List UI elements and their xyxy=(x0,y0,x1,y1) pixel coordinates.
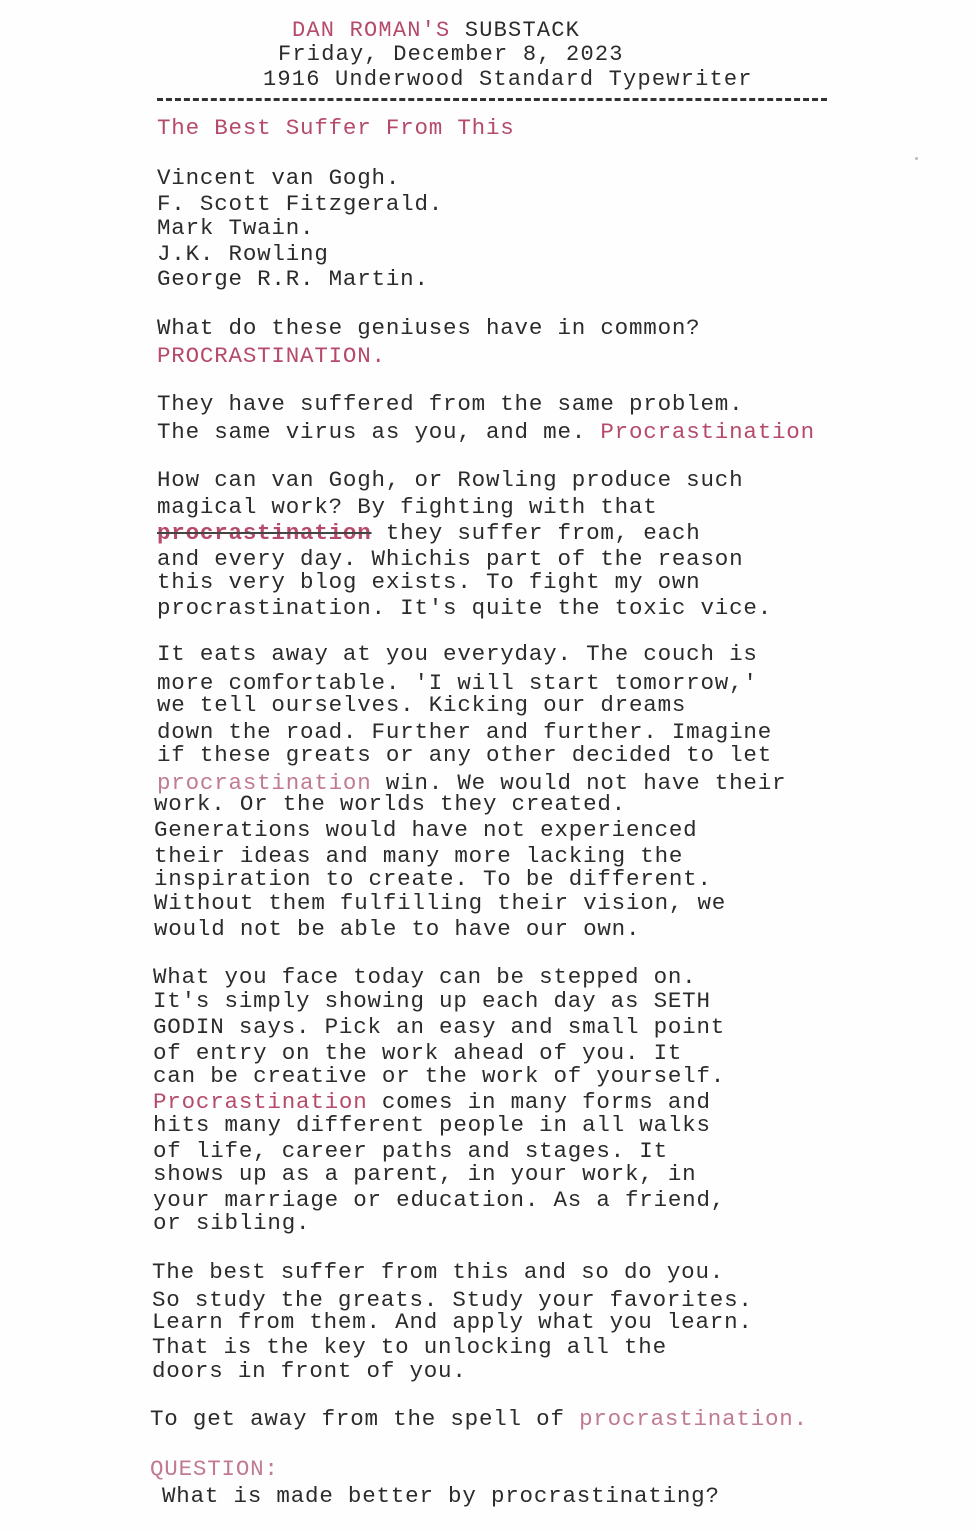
paragraph-line: your marriage or education. As a friend, xyxy=(153,1187,726,1213)
highlighted-word: Procrastination xyxy=(153,1089,368,1115)
post-date: Friday, December 8, 2023 xyxy=(278,42,624,67)
name-item: George R.R. Martin. xyxy=(157,266,429,292)
paragraph-line: That is the key to unlocking all the xyxy=(152,1334,667,1360)
paragraph-line: hits many different people in all walks xyxy=(153,1112,711,1138)
paragraph-line: magical work? By fighting with that xyxy=(157,494,658,520)
text-run: To get away from the spell of xyxy=(150,1406,580,1432)
highlighted-word: Procrastination xyxy=(600,419,815,445)
struck-word: procrastination xyxy=(157,520,372,546)
question-label: QUESTION: xyxy=(150,1456,279,1482)
paragraph-line: How can van Gogh, or Rowling produce such xyxy=(157,467,744,493)
paragraph-line: GODIN says. Pick an easy and small point xyxy=(153,1014,726,1040)
substack-name xyxy=(292,18,580,44)
paragraph-line: of life, career paths and stages. It xyxy=(153,1138,668,1164)
paragraph-line: this very blog exists. To fight my own xyxy=(157,569,701,595)
paragraph-line: can be creative or the work of yourself. xyxy=(153,1063,726,1089)
post-title: The Best Suffer From This xyxy=(157,115,515,141)
paragraph-line: shows up as a parent, in your work, in xyxy=(153,1161,697,1187)
paragraph-line: The best suffer from this and so do you. xyxy=(152,1259,725,1285)
paragraph-line xyxy=(157,419,815,445)
author-name: DAN ROMAN'S xyxy=(292,18,451,43)
closing-line xyxy=(150,1406,808,1432)
paragraph-line: down the road. Further and further. Imagine xyxy=(157,719,772,745)
text-run: win. We would not have their xyxy=(371,770,787,796)
highlighted-word: procrastination xyxy=(157,770,372,796)
name-item: Mark Twain. xyxy=(157,215,315,241)
paragraph-line: work. Or the worlds they created. xyxy=(154,791,626,817)
paragraph-line: They have suffered from the same problem. xyxy=(157,391,744,417)
paragraph-line: It eats away at you everyday. The couch is xyxy=(157,641,758,667)
paragraph-line: Generations would have not experienced xyxy=(154,817,698,843)
name-item: F. Scott Fitzgerald. xyxy=(157,191,444,217)
dashed-divider xyxy=(157,98,827,101)
paragraph-line: So study the greats. Study your favorites. xyxy=(152,1287,753,1313)
paragraph-line: Without them fulfilling their vision, we xyxy=(154,890,727,916)
paragraph-line: inspiration to create. To be different. xyxy=(154,866,712,892)
typewriter-model: 1916 Underwood Standard Typewriter xyxy=(263,67,753,92)
text-run: comes in many forms and xyxy=(367,1089,711,1115)
paragraph-line: their ideas and many more lacking the xyxy=(154,843,684,869)
text-run: The same virus as you, and me. xyxy=(157,419,601,445)
paragraph-line: we tell ourselves. Kicking our dreams xyxy=(157,692,687,718)
paragraph-line: of entry on the work ahead of you. It xyxy=(153,1040,683,1066)
paragraph-line: It's simply showing up each day as SETH xyxy=(153,988,711,1014)
paragraph-line: procrastination. It's quite the toxic vice. xyxy=(157,595,772,621)
paragraph-line: would not be able to have our own. xyxy=(154,916,641,942)
text-run: they suffer from, each xyxy=(371,520,701,546)
paragraph-line: and every day. Whichis part of the reason xyxy=(157,546,744,572)
question-text: What is made better by procrastinating? xyxy=(162,1483,720,1509)
paragraph-line: What do these geniuses have in common? xyxy=(157,315,701,341)
substack-word: SUBSTACK xyxy=(450,18,581,43)
name-item: Vincent van Gogh. xyxy=(157,165,401,191)
paragraph-line-highlight: PROCRASTINATION. xyxy=(157,343,386,369)
paragraph-line: Learn from them. And apply what you learn. xyxy=(152,1309,753,1335)
paper-speck xyxy=(915,157,918,160)
paragraph-line: more comfortable. 'I will start tomorrow,' xyxy=(157,670,758,696)
paragraph-line xyxy=(157,520,701,546)
paragraph-line: doors in front of you. xyxy=(152,1358,467,1384)
highlighted-word: procrastination. xyxy=(579,1406,808,1432)
paragraph-line: What you face today can be stepped on. xyxy=(153,964,697,990)
paragraph-line: if these greats or any other decided to let xyxy=(157,742,772,768)
paragraph-line: or sibling. xyxy=(153,1210,311,1236)
name-item: J.K. Rowling xyxy=(157,241,329,267)
